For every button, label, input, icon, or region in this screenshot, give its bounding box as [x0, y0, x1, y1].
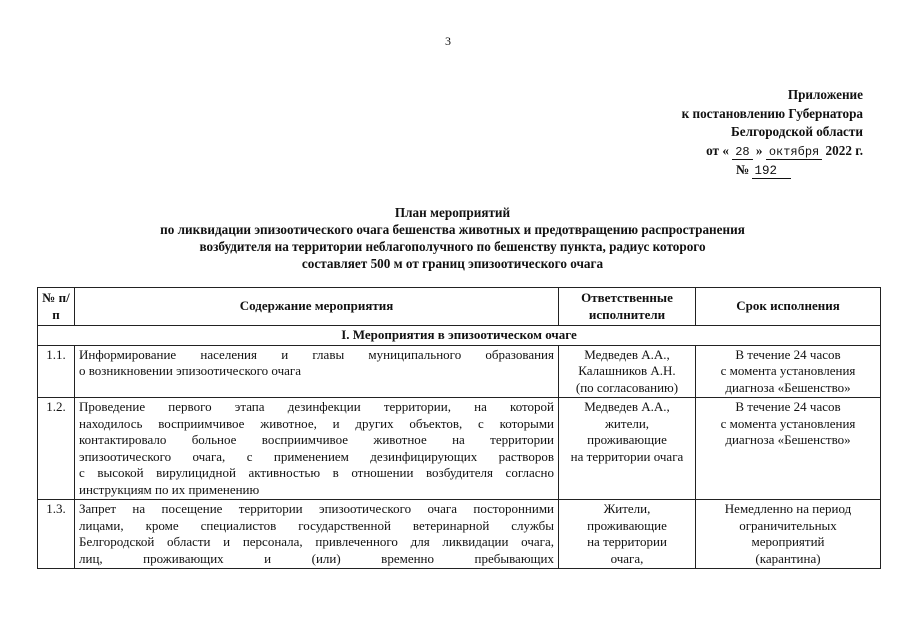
- content-line: о возникновении эпизоотического очага: [79, 363, 301, 378]
- exec-line: на территории очага: [570, 448, 684, 464]
- term-line: В течение 24 часов: [735, 346, 841, 362]
- term-line: Немедленно на период: [724, 501, 852, 516]
- term-line: ограничительных: [739, 517, 837, 533]
- content-line: инструкциям по их применению: [79, 481, 260, 497]
- row-number: 1.2.: [38, 398, 75, 500]
- appendix-region: Белгородской области: [731, 124, 863, 139]
- appendix-block: [623, 86, 863, 181]
- section-title: I. Мероприятия в эпизоотическом очаге: [38, 326, 881, 346]
- row-term: [696, 345, 881, 398]
- term-line: диагноза «Бешенство»: [725, 379, 851, 395]
- appendix-number: [623, 161, 863, 181]
- exec-line: жители,: [604, 415, 650, 431]
- date-mid: »: [755, 142, 763, 158]
- section-row: [38, 326, 881, 346]
- header-term: Срок исполнения: [696, 288, 881, 326]
- content-line: эпизоотического очага, с применением дезинфицирующих растворов: [79, 448, 554, 464]
- content-line: с высокой вирулицидной активностью в отношении возбудителя согласно: [79, 465, 554, 480]
- plan-title-line3: возбудителя на территории неблагополучного по бешенству пункта, радиус которого: [199, 239, 706, 254]
- plan-title-line4: составляет 500 м от границ эпизоотического очага: [301, 256, 604, 271]
- header-exec: Ответственные исполнители: [559, 288, 696, 326]
- content-line: находилось восприимчивое животное, и других объектов, с которыми: [79, 415, 554, 431]
- exec-line: Медведев А.А.,: [584, 346, 670, 362]
- page-number: 3: [445, 34, 451, 48]
- plan-title: [80, 204, 825, 272]
- date-month: октября: [766, 145, 822, 160]
- header-content: Содержание мероприятия: [75, 288, 559, 326]
- exec-line: проживающие: [587, 432, 667, 447]
- appendix-decree: к постановлению Губернатора: [681, 105, 863, 121]
- term-line: мероприятий: [751, 534, 825, 549]
- table-row: [38, 398, 881, 500]
- term-line: (карантина): [755, 550, 821, 566]
- content-line: контактировало больное восприимчивое животное на территории: [79, 432, 554, 447]
- date-prefix: от «: [706, 142, 729, 158]
- row-content: [75, 398, 559, 500]
- row-number: 1.1.: [38, 345, 75, 398]
- measures-table: [37, 287, 881, 569]
- term-line: с момента установления: [720, 363, 856, 378]
- table-row: [38, 345, 881, 398]
- row-number: 1.3.: [38, 500, 75, 569]
- exec-line: (по согласованию): [575, 379, 679, 395]
- exec-line: на территории: [587, 534, 667, 549]
- number-prefix: №: [735, 162, 750, 177]
- exec-line: Жители,: [603, 501, 651, 516]
- date-day: 28: [732, 145, 752, 160]
- row-executors: [559, 500, 696, 569]
- plan-title-line1: План мероприятий: [394, 205, 511, 220]
- row-term: [696, 398, 881, 500]
- content-line: лицами, кроме специалистов государственной ветеринарной службы: [79, 517, 554, 533]
- row-executors: [559, 345, 696, 398]
- row-content: [75, 500, 559, 569]
- exec-line: очага,: [610, 550, 644, 566]
- table-row: [38, 500, 881, 569]
- term-line: диагноза «Бешенство»: [725, 432, 851, 447]
- content-line: Проведение первого этапа дезинфекции территории, на которой: [79, 399, 554, 414]
- content-line: Информирование населения и главы муниципального образования: [79, 346, 554, 362]
- exec-line: Калашников А.Н.: [578, 363, 676, 378]
- exec-line: Медведев А.А.,: [584, 399, 670, 414]
- appendix-title: Приложение: [787, 87, 863, 102]
- row-content: [75, 345, 559, 398]
- exec-line: проживающие: [587, 517, 667, 533]
- term-line: В течение 24 часов: [735, 399, 841, 414]
- content-line: Запрет на посещение территории эпизоотического очага посторонними: [79, 501, 554, 516]
- date-year: 2022 г.: [825, 142, 863, 158]
- content-line: Белгородской области и персонала, привлеченного для ликвидации очага,: [79, 534, 554, 549]
- header-num: № п/п: [38, 288, 75, 326]
- appendix-date: [623, 142, 863, 162]
- row-executors: [559, 398, 696, 500]
- number-value: 192: [752, 164, 791, 179]
- term-line: с момента установления: [720, 415, 856, 431]
- row-term: [696, 500, 881, 569]
- content-line: лиц, проживающих и (или) временно пребывающих: [79, 550, 554, 566]
- plan-title-line2: по ликвидации эпизоотического очага бешенства животных и предотвращению распространения: [160, 222, 745, 237]
